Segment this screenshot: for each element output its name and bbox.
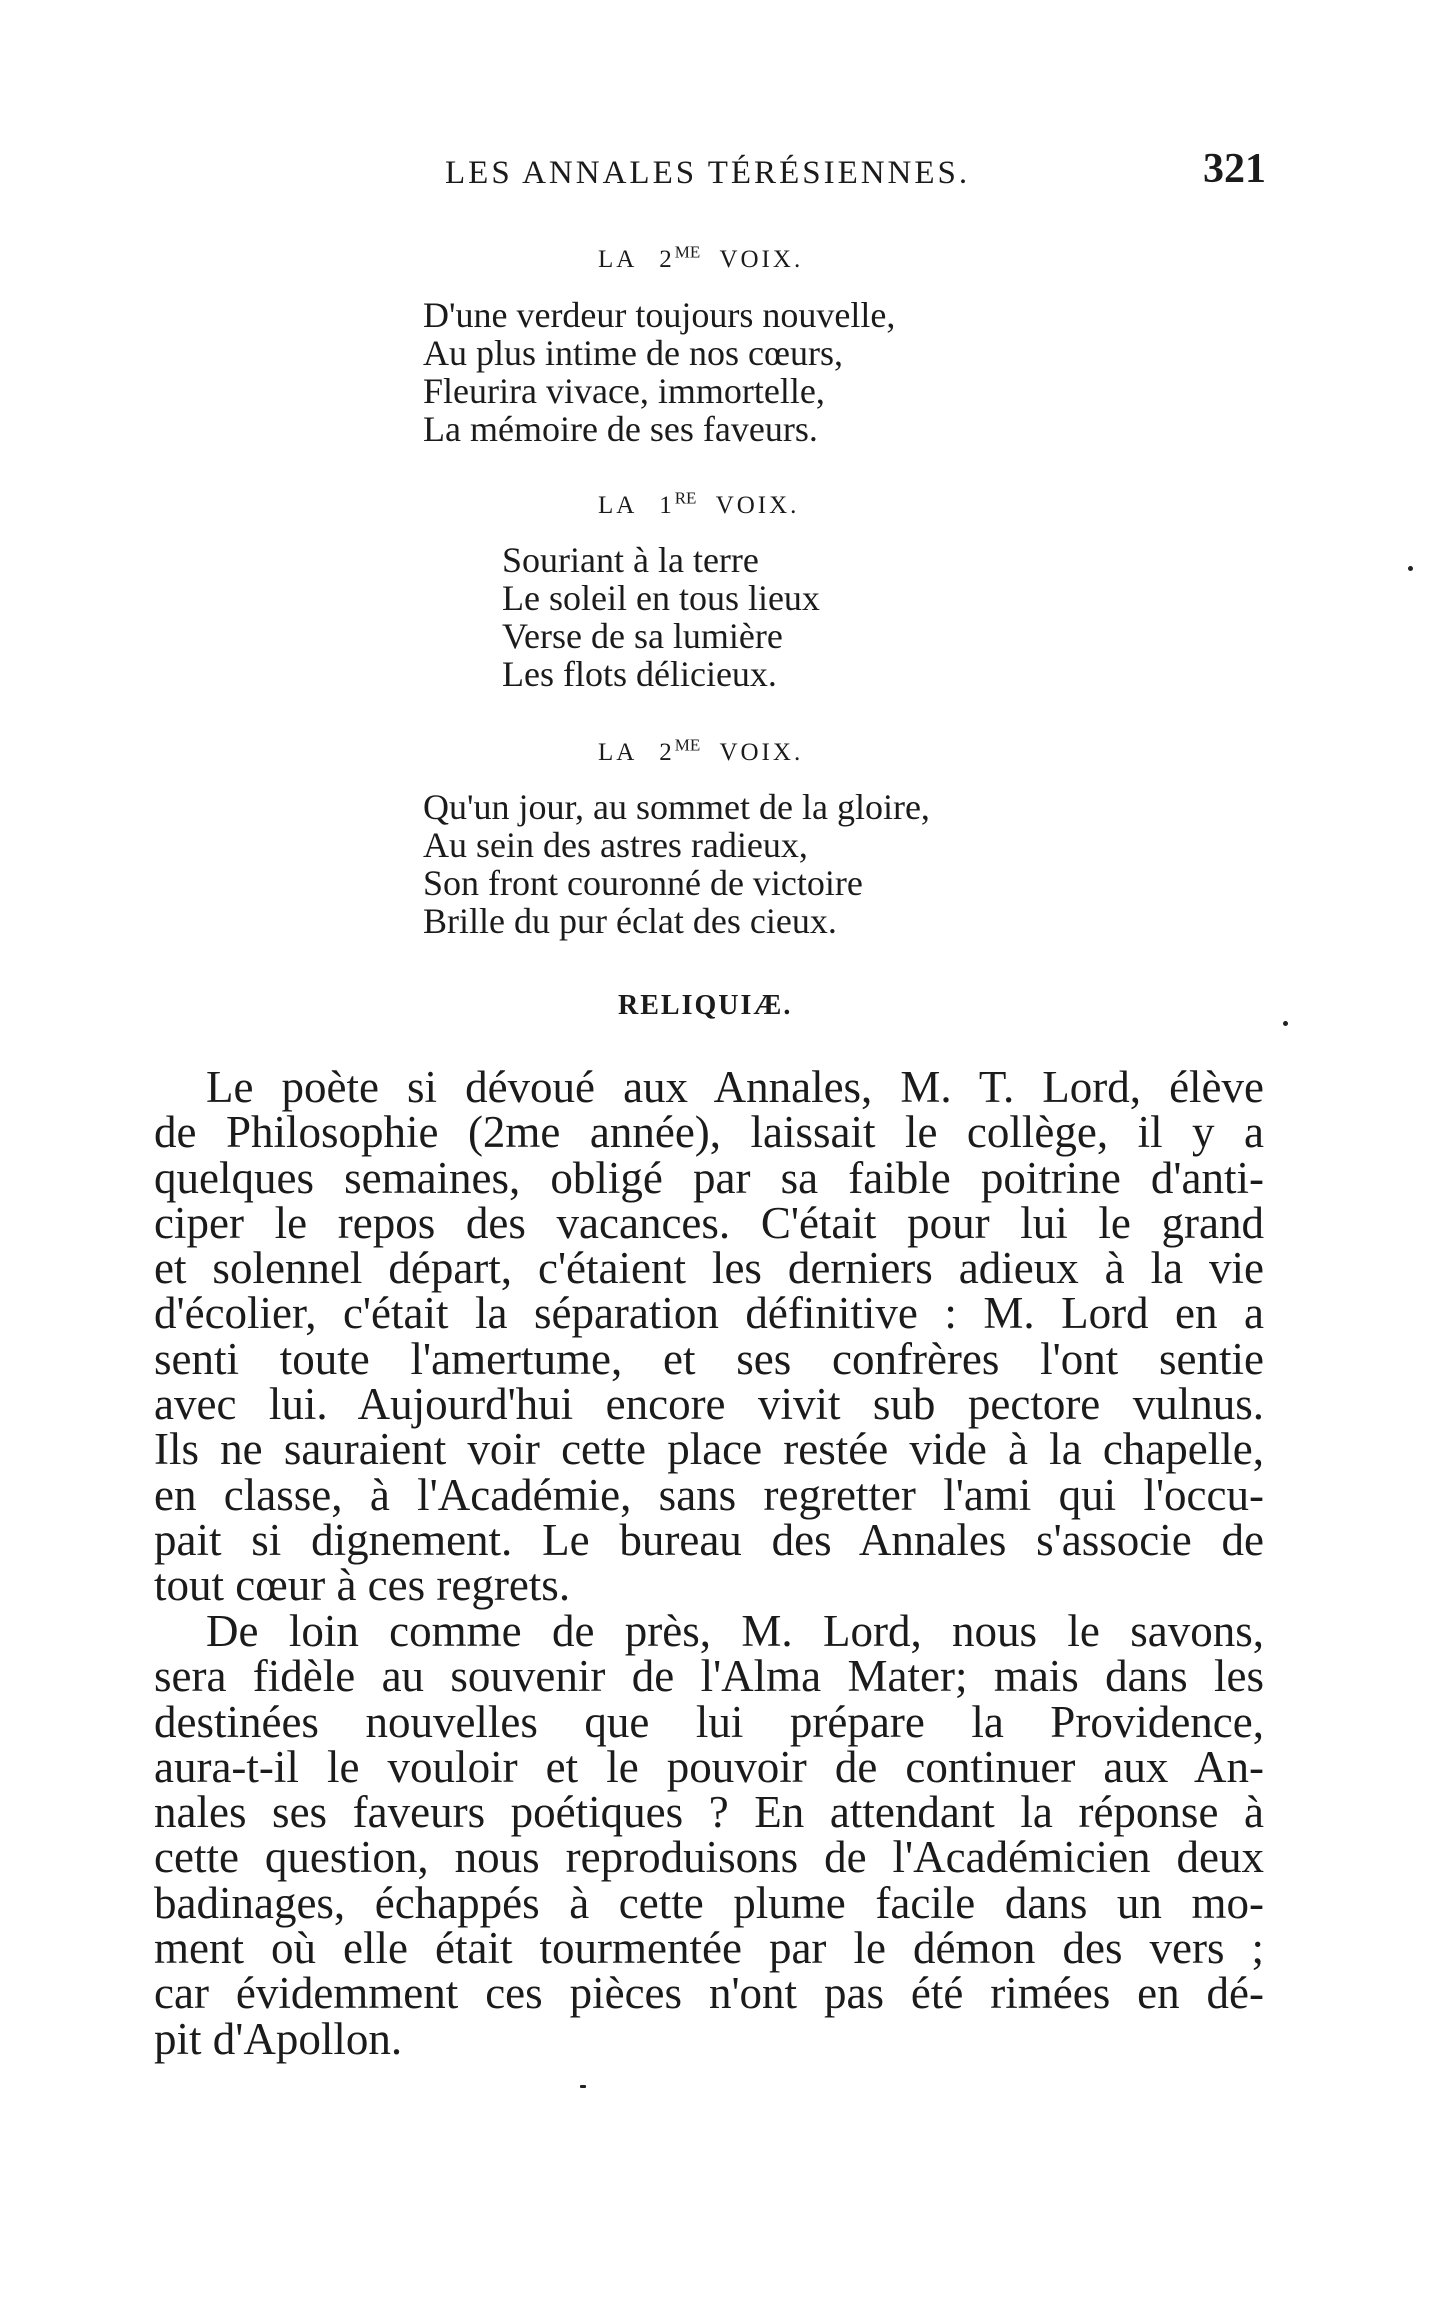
speaker-suffix: VOIX. xyxy=(719,246,804,273)
prose-line: et solennel départ, c'étaient les derniers adieux à la vie xyxy=(154,1243,1264,1294)
verse-line: Souriant à la terre xyxy=(502,540,759,580)
speaker-prefix: LA xyxy=(598,492,636,519)
verse-line: Au plus intime de nos cœurs, xyxy=(423,333,843,373)
prose-line: nales ses faveurs poétiques ? En attendant la réponse à xyxy=(154,1787,1264,1838)
speaker-ordinal: 1 xyxy=(659,492,675,519)
prose-line: badinages, échappés à cette plume facile dans un mo- xyxy=(154,1877,1264,1928)
stanza-1 xyxy=(423,296,895,448)
verse-line: Le soleil en tous lieux xyxy=(502,578,820,618)
paragraph-2 xyxy=(154,1606,1264,2064)
prose-line: destinées nouvelles que lui prépare la Providence, xyxy=(154,1696,1264,1747)
prose-line: tout cœur à ces regrets. xyxy=(154,1560,571,1611)
verse-line: Verse de sa lumière xyxy=(502,616,783,656)
page-number: 321 xyxy=(1203,146,1266,192)
stanza-3 xyxy=(423,788,930,940)
running-title: LES ANNALES TÉRÉSIENNES. xyxy=(445,155,971,191)
prose-line: avec lui. Aujourd'hui encore vivit sub pectore vulnus. xyxy=(154,1379,1264,1430)
prose-line: pit d'Apollon. xyxy=(154,2013,403,2064)
verse-line: Les flots délicieux. xyxy=(502,654,777,694)
prose-line: de Philosophie (2me année), laissait le collège, il y a xyxy=(154,1107,1264,1158)
paragraph-1 xyxy=(154,1062,1264,1611)
ink-speck xyxy=(580,2085,586,2088)
prose-line: pait si dignement. Le bureau des Annales s'associe de xyxy=(154,1514,1264,1565)
verse-line: Brille du pur éclat des cieux. xyxy=(423,901,837,941)
prose-line: cette question, nous reproduisons de l'Académicien deux xyxy=(154,1832,1264,1883)
speaker-prefix: LA xyxy=(598,246,636,273)
prose-line: car évidemment ces pièces n'ont pas été rimées en dé- xyxy=(154,1968,1264,2019)
prose-line: De loin comme de près, M. Lord, nous le savons, xyxy=(206,1606,1264,1656)
speaker-label-2me-voix-reprise xyxy=(598,733,803,773)
speaker-ordinal: 2 xyxy=(659,739,675,766)
verse-line: Son front couronné de victoire xyxy=(423,863,863,903)
prose-line: Le poète si dévoué aux Annales, M. T. Lord, élève xyxy=(206,1062,1264,1112)
stanza-2 xyxy=(502,541,820,693)
prose-line: sera fidèle au souvenir de l'Alma Mater; mais dans les xyxy=(154,1651,1264,1702)
speaker-label-1re-voix xyxy=(598,486,799,526)
prose-line: d'écolier, c'était la séparation définitive : M. Lord en a xyxy=(154,1288,1264,1339)
speaker-prefix: LA xyxy=(598,739,636,766)
speaker-ordinal-sup: RE xyxy=(674,488,697,508)
prose-line: en classe, à l'Académie, sans regretter l'ami qui l'occu- xyxy=(154,1469,1264,1520)
prose-line: quelques semaines, obligé par sa faible poitrine d'anti- xyxy=(154,1152,1264,1203)
prose-line: senti toute l'amertume, et ses confrères l'ont sentie xyxy=(154,1333,1264,1384)
section-heading: RELIQUIÆ. xyxy=(618,990,793,1021)
speaker-suffix: VOIX. xyxy=(719,739,804,766)
prose-line: Ils ne sauraient voir cette place restée vide à la chapelle, xyxy=(154,1424,1264,1475)
ink-speck xyxy=(1408,566,1413,571)
verse-line: Au sein des astres radieux, xyxy=(423,825,808,865)
verse-line: La mémoire de ses faveurs. xyxy=(423,409,818,449)
prose-line: ciper le repos des vacances. C'était pour lui le grand xyxy=(154,1197,1264,1248)
speaker-ordinal: 2 xyxy=(659,246,675,273)
speaker-ordinal-sup: ME xyxy=(674,735,701,755)
verse-line: Qu'un jour, au sommet de la gloire, xyxy=(423,787,930,827)
running-head xyxy=(0,148,1450,198)
speaker-suffix: VOIX. xyxy=(715,492,800,519)
prose-line: aura-t-il le vouloir et le pouvoir de continuer aux An- xyxy=(154,1741,1264,1792)
speaker-label-2me-voix xyxy=(598,240,803,280)
speaker-ordinal-sup: ME xyxy=(674,242,701,262)
prose-line: ment où elle était tourmentée par le démon des vers ; xyxy=(154,1923,1264,1974)
ink-speck xyxy=(1283,1021,1288,1026)
verse-line: Fleurira vivace, immortelle, xyxy=(423,371,825,411)
verse-line: D'une verdeur toujours nouvelle, xyxy=(423,295,896,335)
